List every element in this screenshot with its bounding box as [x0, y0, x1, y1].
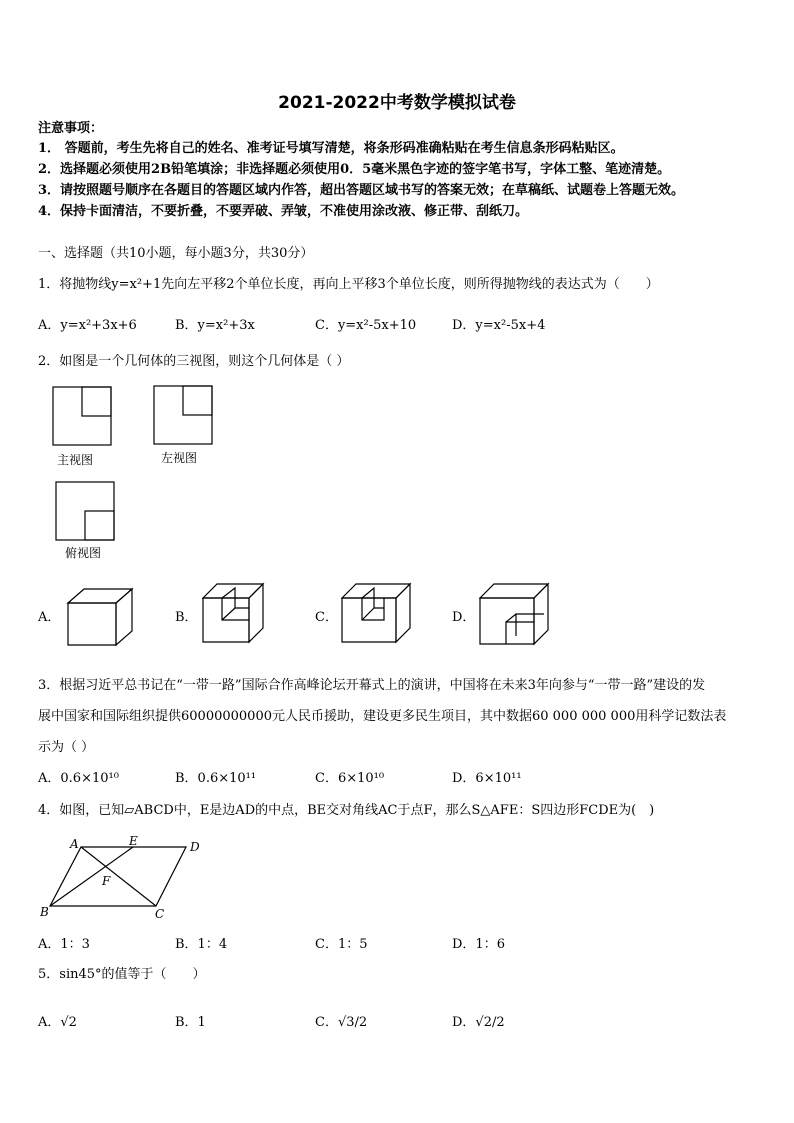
q2-option-d: D．	[452, 610, 476, 625]
vertex-label-d: D	[190, 840, 200, 854]
q4-option-c: C．1：5	[315, 937, 368, 952]
q4-option-b: B．1：4	[175, 937, 228, 952]
question-2-text: 2．如图是一个几何体的三视图，则这个几何体是（ ）	[38, 354, 350, 369]
q5-option-d: D．√2/2	[452, 1015, 505, 1030]
q3-option-d: D．6×10¹¹	[452, 771, 522, 786]
question-3-line-1: 3．根据习近平总书记在“一带一路”国际合作高峰论坛开幕式上的演讲，中国将在未来3年向参与“一带一路”建设的发	[38, 678, 706, 693]
q2-option-b: B．	[175, 610, 198, 625]
question-3-line-3: 示为（ ）	[38, 740, 95, 755]
q2-option-c: C．	[315, 610, 338, 625]
question-4-text: 4．如图，已知▱ABCD中，E是边AD的中点，BE交对角线AC于点F，那么S△AFE：S四边形FCDE为( )	[38, 803, 655, 818]
q1-option-a: A．y=x²+3x+6	[38, 318, 137, 333]
notice-item-3: 3．请按照题号顺序在各题目的答题区域内作答，超出答题区域书写的答案无效；在草稿纸、试题卷上答题无效。	[38, 183, 685, 198]
front-view-caption: 主视图	[57, 453, 94, 467]
q5-option-a: A．√2	[38, 1015, 77, 1030]
vertex-label-b: B	[40, 905, 49, 919]
q1-option-c: C．y=x²-5x+10	[315, 318, 417, 333]
q4-option-a: A．1：3	[38, 937, 90, 952]
q1-option-d: D．y=x²-5x+4	[452, 318, 546, 333]
top-view-caption: 俯视图	[65, 546, 102, 560]
q3-option-b: B．0.6×10¹¹	[175, 771, 257, 786]
question-1-text: 1．将抛物线y=x²+1先向左平移2个单位长度，再向上平移3个单位长度，则所得抛物线的表达式为（ ）	[38, 277, 659, 292]
q2-option-a: A．	[38, 610, 61, 625]
q4-option-d: D．1：6	[452, 937, 505, 952]
section-heading: 一、选择题（共10小题，每小题3分，共30分）	[38, 246, 314, 261]
q5-option-b: B．1	[175, 1015, 206, 1030]
question-3-line-2: 展中国家和国际组织提供60000000000元人民币援助，建设更多民生项目，其中数据60 000 000 000用科学记数法表	[38, 709, 727, 724]
notice-item-2: 2．选择题必须使用2B铅笔填涂；非选择题必须使用0．5毫米黑色字迹的签字笔书写，字体工整、笔迹清楚。	[38, 162, 671, 177]
page-title: 2021-2022中考数学模拟试卷	[278, 93, 516, 113]
notice-heading: 注意事项：	[38, 121, 104, 136]
question-5-text: 5．sin45°的值等于（ ）	[38, 967, 206, 982]
vertex-label-c: C	[155, 907, 165, 921]
vertex-label-a: A	[70, 837, 79, 851]
q3-option-c: C．6×10¹⁰	[315, 771, 385, 786]
q3-option-a: A．0.6×10¹⁰	[38, 771, 119, 786]
q1-option-b: B．y=x²+3x	[175, 318, 255, 333]
q5-option-c: C．√3/2	[315, 1015, 368, 1030]
notice-item-1: 1． 答题前，考生先将自己的姓名、准考证号填写清楚，将条形码准确粘贴在考生信息条形码粘贴区。	[38, 141, 624, 156]
notice-item-4: 4．保持卡面清洁，不要折叠，不要弄破、弄皱，不准使用涂改液、修正带、刮纸刀。	[38, 204, 529, 219]
point-label-f: F	[102, 874, 111, 888]
vertex-label-e: E	[129, 834, 138, 848]
side-view-caption: 左视图	[161, 451, 198, 465]
